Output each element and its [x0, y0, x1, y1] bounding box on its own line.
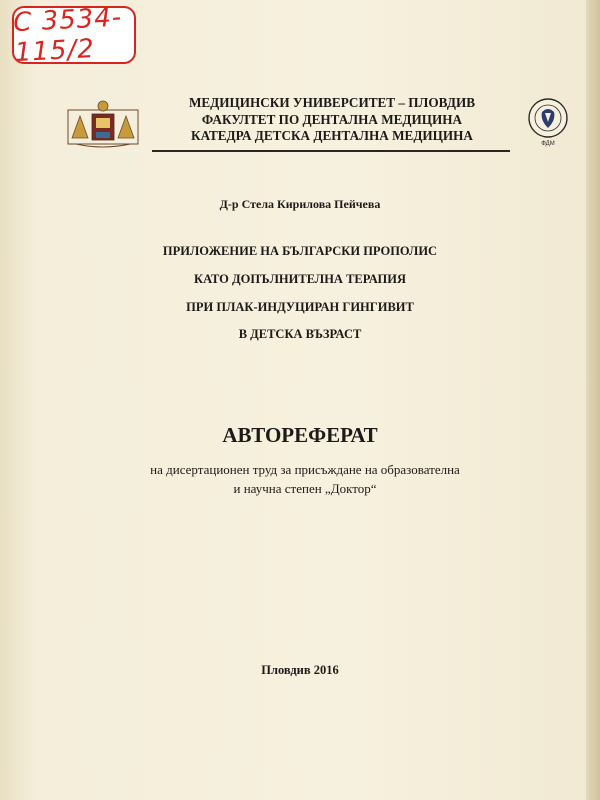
- dissertation-title-line-3: ПРИ ПЛАК-ИНДУЦИРАН ГИНГИВИТ: [186, 300, 414, 314]
- document-type-title: АВТОРЕФЕРАТ: [222, 423, 378, 447]
- faculty-seal-icon: [516, 96, 580, 148]
- dissertation-title-line-4: В ДЕТСКА ВЪЗРАСТ: [238, 327, 362, 341]
- dissertation-title-line-2: КАТО ДОПЪЛНИТЕЛНА ТЕРАПИЯ: [194, 272, 406, 286]
- stamp-text: C 3534-115/2: [12, 2, 123, 69]
- page-edge: [586, 0, 600, 800]
- subtitle-line-2: и научна степен „Доктор“: [233, 481, 377, 496]
- faculty-name: ФАКУЛТЕТ ПО ДЕНТАЛНА МЕДИЦИНА: [201, 111, 463, 127]
- svg-text:ФДМ: ФДМ: [541, 141, 555, 147]
- department-name: КАТЕДРА ДЕТСКА ДЕНТАЛНА МЕДИЦИНА: [191, 128, 473, 143]
- institution-header: [152, 95, 512, 145]
- author-name: Д-р Стела Кирилова Пейчева: [219, 197, 381, 211]
- library-stamp: [12, 2, 136, 69]
- document-subtitle: [90, 460, 520, 498]
- university-crest-icon: [66, 98, 140, 148]
- city-year: Пловдив 2016: [261, 663, 339, 677]
- university-name: МЕДИЦИНСКИ УНИВЕРСИТЕТ – ПЛОВДИВ: [188, 95, 476, 110]
- subtitle-line-1: на дисертационен труд за присъждане на образователна: [150, 462, 460, 477]
- header-divider: [152, 150, 510, 152]
- dissertation-title-line-1: ПРИЛОЖЕНИЕ НА БЪЛГАРСКИ ПРОПОЛИС: [162, 244, 438, 258]
